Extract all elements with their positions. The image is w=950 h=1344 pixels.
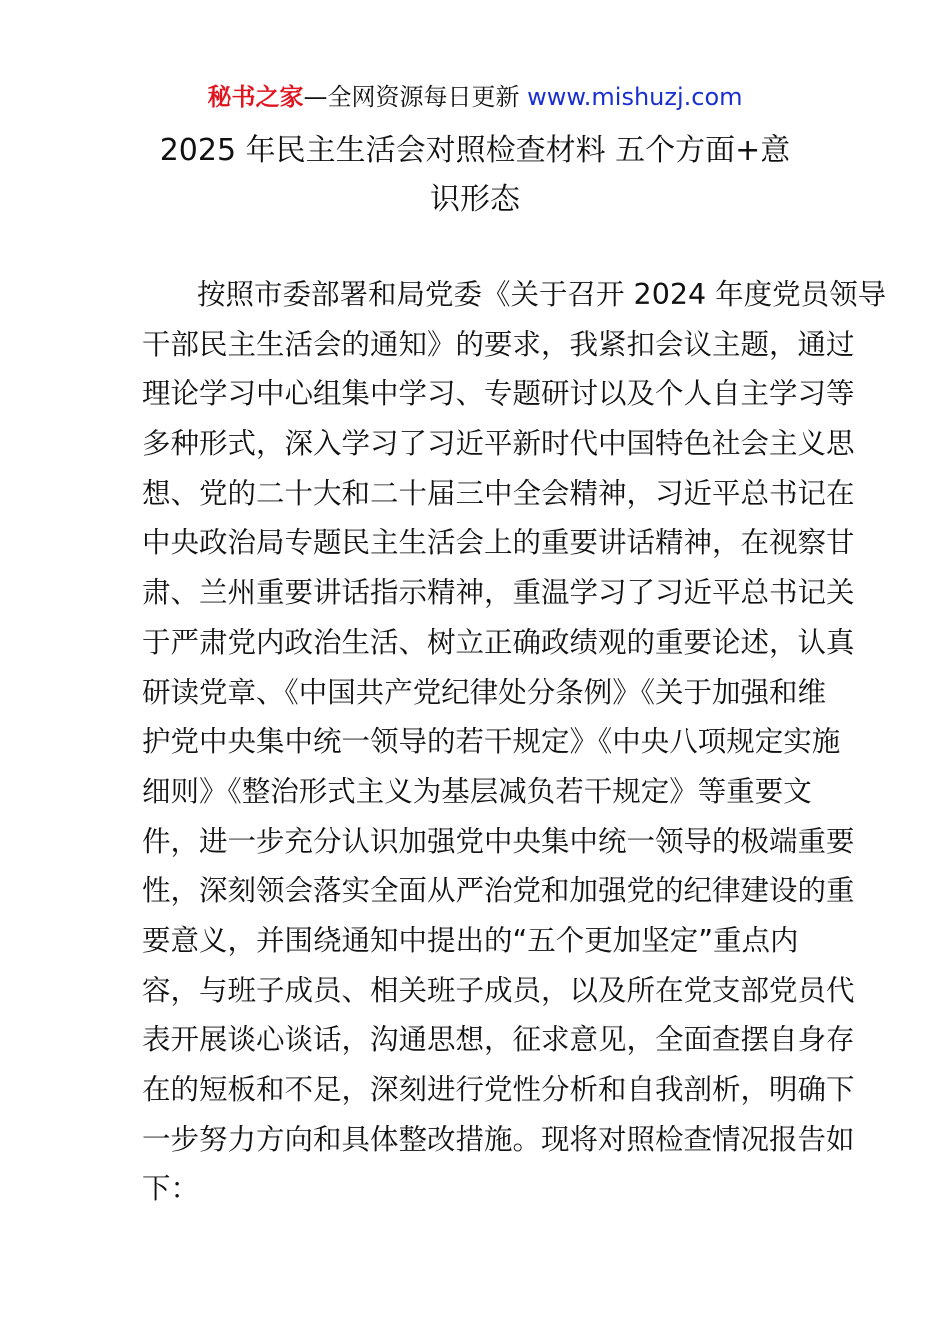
site-header — [0, 80, 950, 114]
paragraph-line: 理论学习中心组集中学习、专题研讨以及个人自主学习等 — [142, 377, 855, 411]
site-tagline: —全网资源每日更新 — [303, 83, 520, 111]
paragraph-line: 下： — [142, 1172, 200, 1206]
paragraph-line: 容，与班子成员、相关班子成员，以及所在党支部党员代 — [142, 973, 855, 1007]
paragraph-line: 想、党的二十大和二十届三中全会精神，习近平总书记在 — [142, 476, 855, 510]
paragraph-line: 于严肃党内政治生活、树立正确政绩观的重要论述，认真 — [142, 625, 855, 659]
document-title — [120, 126, 830, 224]
site-url-link[interactable]: www.mishuzj.com — [527, 83, 743, 111]
paragraph-line: 一步努力方向和具体整改措施。现将对照检查情况报告如 — [142, 1122, 855, 1156]
paragraph-line: 研读党章、《中国共产党纪律处分条例》《关于加强和维 — [142, 675, 827, 709]
paragraph-line: 细则》《整治形式主义为基层减负若干规定》等重要文 — [142, 774, 812, 808]
paragraph-line: 干部民主生活会的通知》的要求，我紧扣会议主题，通过 — [142, 327, 855, 361]
paragraph-line: 要意义，并围绕通知中提出的“五个更加坚定”重点内 — [142, 923, 799, 957]
paragraph-line: 性，深刻领会落实全面从严治党和加强党的纪律建设的重 — [142, 874, 855, 908]
paragraph-line: 肃、兰州重要讲话指示精神，重温学习了习近平总书记关 — [142, 576, 855, 610]
paragraph-line: 多种形式，深入学习了习近平新时代中国特色社会主义思 — [142, 427, 855, 461]
paragraph-line: 表开展谈心谈话，沟通思想，征求意见，全面查摆自身存 — [142, 1023, 855, 1057]
site-name: 秘书之家 — [207, 83, 304, 111]
paragraph-line: 件，进一步充分认识加强党中央集中统一领导的极端重要 — [142, 824, 855, 858]
title-line-2: 识形态 — [430, 182, 520, 217]
paragraph-line: 中央政治局专题民主生活会上的重要讲话精神，在视察甘 — [142, 526, 855, 560]
body-paragraph — [142, 270, 887, 1214]
paragraph-line: 在的短板和不足，深刻进行党性分析和自我剖析，明确下 — [142, 1073, 855, 1106]
paragraph-line: 按照市委部署和局党委《关于召开 2024 年度党员领导 — [197, 278, 887, 311]
title-line-1: 2025 年民主生活会对照检查材料 五个方面+意 — [159, 133, 791, 168]
paragraph-line: 护党中央集中统一领导的若干规定》《中央八项规定实施 — [142, 725, 841, 759]
